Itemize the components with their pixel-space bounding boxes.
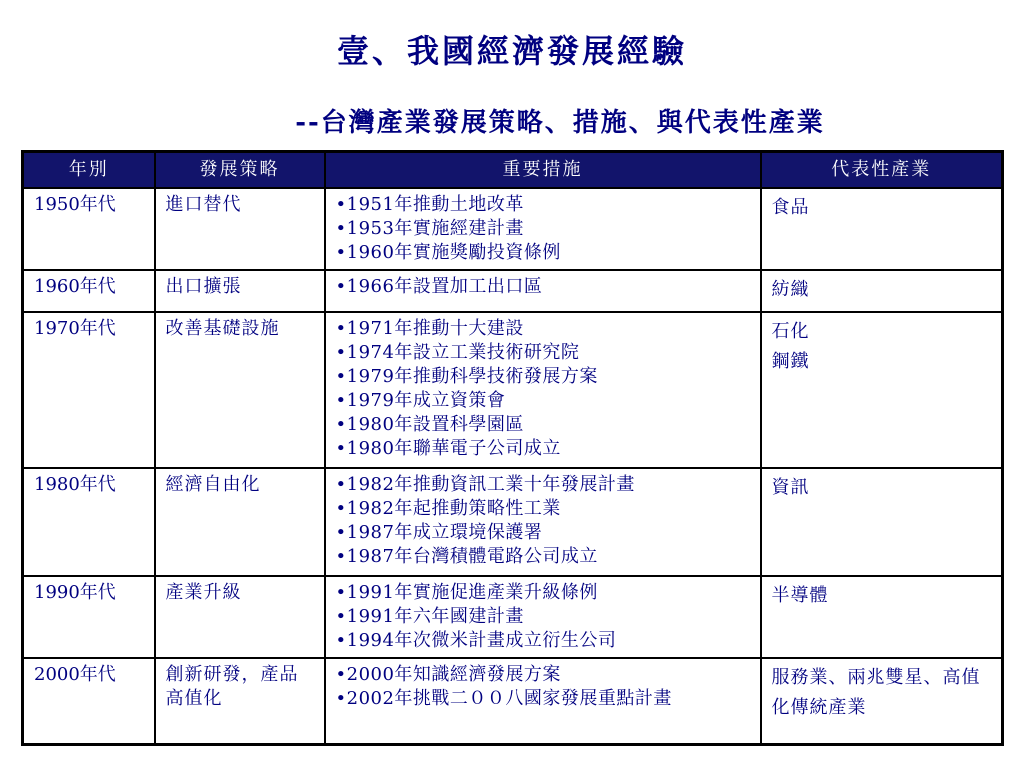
- industry-item: 鋼鐵: [771, 351, 810, 372]
- measure-item: •2002年挑戰二００八國家發展重點計畫: [335, 688, 672, 709]
- header-row: [23, 152, 1003, 189]
- year-cell: 2000年代: [23, 658, 155, 744]
- measure-item: •1980年聯華電子公司成立: [335, 438, 561, 459]
- industry-item: 半導體: [771, 585, 829, 606]
- measure-item: •1982年推動資訊工業十年發展計畫: [335, 474, 635, 495]
- measures-cell: [325, 270, 761, 312]
- measure-item: •1980年設置科學園區: [335, 414, 524, 435]
- measures-cell: [325, 312, 761, 468]
- header-year: 年別: [23, 152, 155, 189]
- industry-item: 石化: [771, 321, 810, 342]
- page-title: 壹、我國經濟發展經驗: [336, 32, 687, 70]
- table-row: [23, 658, 1003, 744]
- table-row: [23, 270, 1003, 312]
- measure-item: •1987年台灣積體電路公司成立: [335, 546, 598, 567]
- strategy-cell: 產業升級: [155, 576, 325, 658]
- measures-cell: [325, 468, 761, 576]
- page-subtitle: --台灣產業發展策略、措施、與代表性產業: [295, 108, 825, 138]
- measure-item: •2000年知識經濟發展方案: [335, 664, 561, 685]
- industry-cell: [761, 312, 1003, 468]
- year-cell: 1950年代: [23, 188, 155, 270]
- table-header: [23, 152, 1003, 189]
- measure-item: •1966年設置加工出口區: [335, 276, 543, 297]
- measure-item: •1987年成立環境保護署: [335, 522, 543, 543]
- industry-cell: [761, 576, 1003, 658]
- year-cell: 1980年代: [23, 468, 155, 576]
- measure-item: •1971年推動十大建設: [335, 318, 524, 339]
- measures-cell: [325, 188, 761, 270]
- year-cell: 1960年代: [23, 270, 155, 312]
- table-row: [23, 188, 1003, 270]
- measures-cell: [325, 576, 761, 658]
- measure-item: •1953年實施經建計畫: [335, 218, 524, 239]
- header-strategy: 發展策略: [155, 152, 325, 189]
- strategy-cell: 進口替代: [155, 188, 325, 270]
- industry-cell: [761, 188, 1003, 270]
- industry-cell: [761, 468, 1003, 576]
- industry-item: 紡織: [771, 279, 810, 300]
- industry-cell: [761, 270, 1003, 312]
- year-cell: 1970年代: [23, 312, 155, 468]
- measure-item: •1960年實施獎勵投資條例: [335, 242, 561, 263]
- strategy-cell: 創新研發，產品高值化: [155, 658, 325, 744]
- measure-item: •1951年推動土地改革: [335, 194, 524, 215]
- measure-item: •1979年推動科學技術發展方案: [335, 366, 598, 387]
- measures-cell: [325, 658, 761, 744]
- measure-item: •1991年實施促進產業升級條例: [335, 582, 598, 603]
- measure-item: •1979年成立資策會: [335, 390, 506, 411]
- measure-item: •1994年次微米計畫成立衍生公司: [335, 630, 617, 651]
- industry-item: 資訊: [771, 477, 810, 498]
- header-industry: 代表性產業: [761, 152, 1003, 189]
- development-table: [21, 150, 1004, 746]
- table-row: [23, 468, 1003, 576]
- industry-item: 食品: [771, 197, 810, 218]
- measure-item: •1974年設立工業技術研究院: [335, 342, 580, 363]
- year-cell: 1990年代: [23, 576, 155, 658]
- header-measures: 重要措施: [325, 152, 761, 189]
- industry-cell: [761, 658, 1003, 744]
- table-row: [23, 312, 1003, 468]
- measure-item: •1991年六年國建計畫: [335, 606, 524, 627]
- measure-item: •1982年起推動策略性工業: [335, 498, 561, 519]
- strategy-cell: 經濟自由化: [155, 468, 325, 576]
- industry-item: 服務業、兩兆雙星、高值化傳統產業: [771, 667, 981, 718]
- strategy-cell: 改善基礎設施: [155, 312, 325, 468]
- strategy-cell: 出口擴張: [155, 270, 325, 312]
- table-row: [23, 576, 1003, 658]
